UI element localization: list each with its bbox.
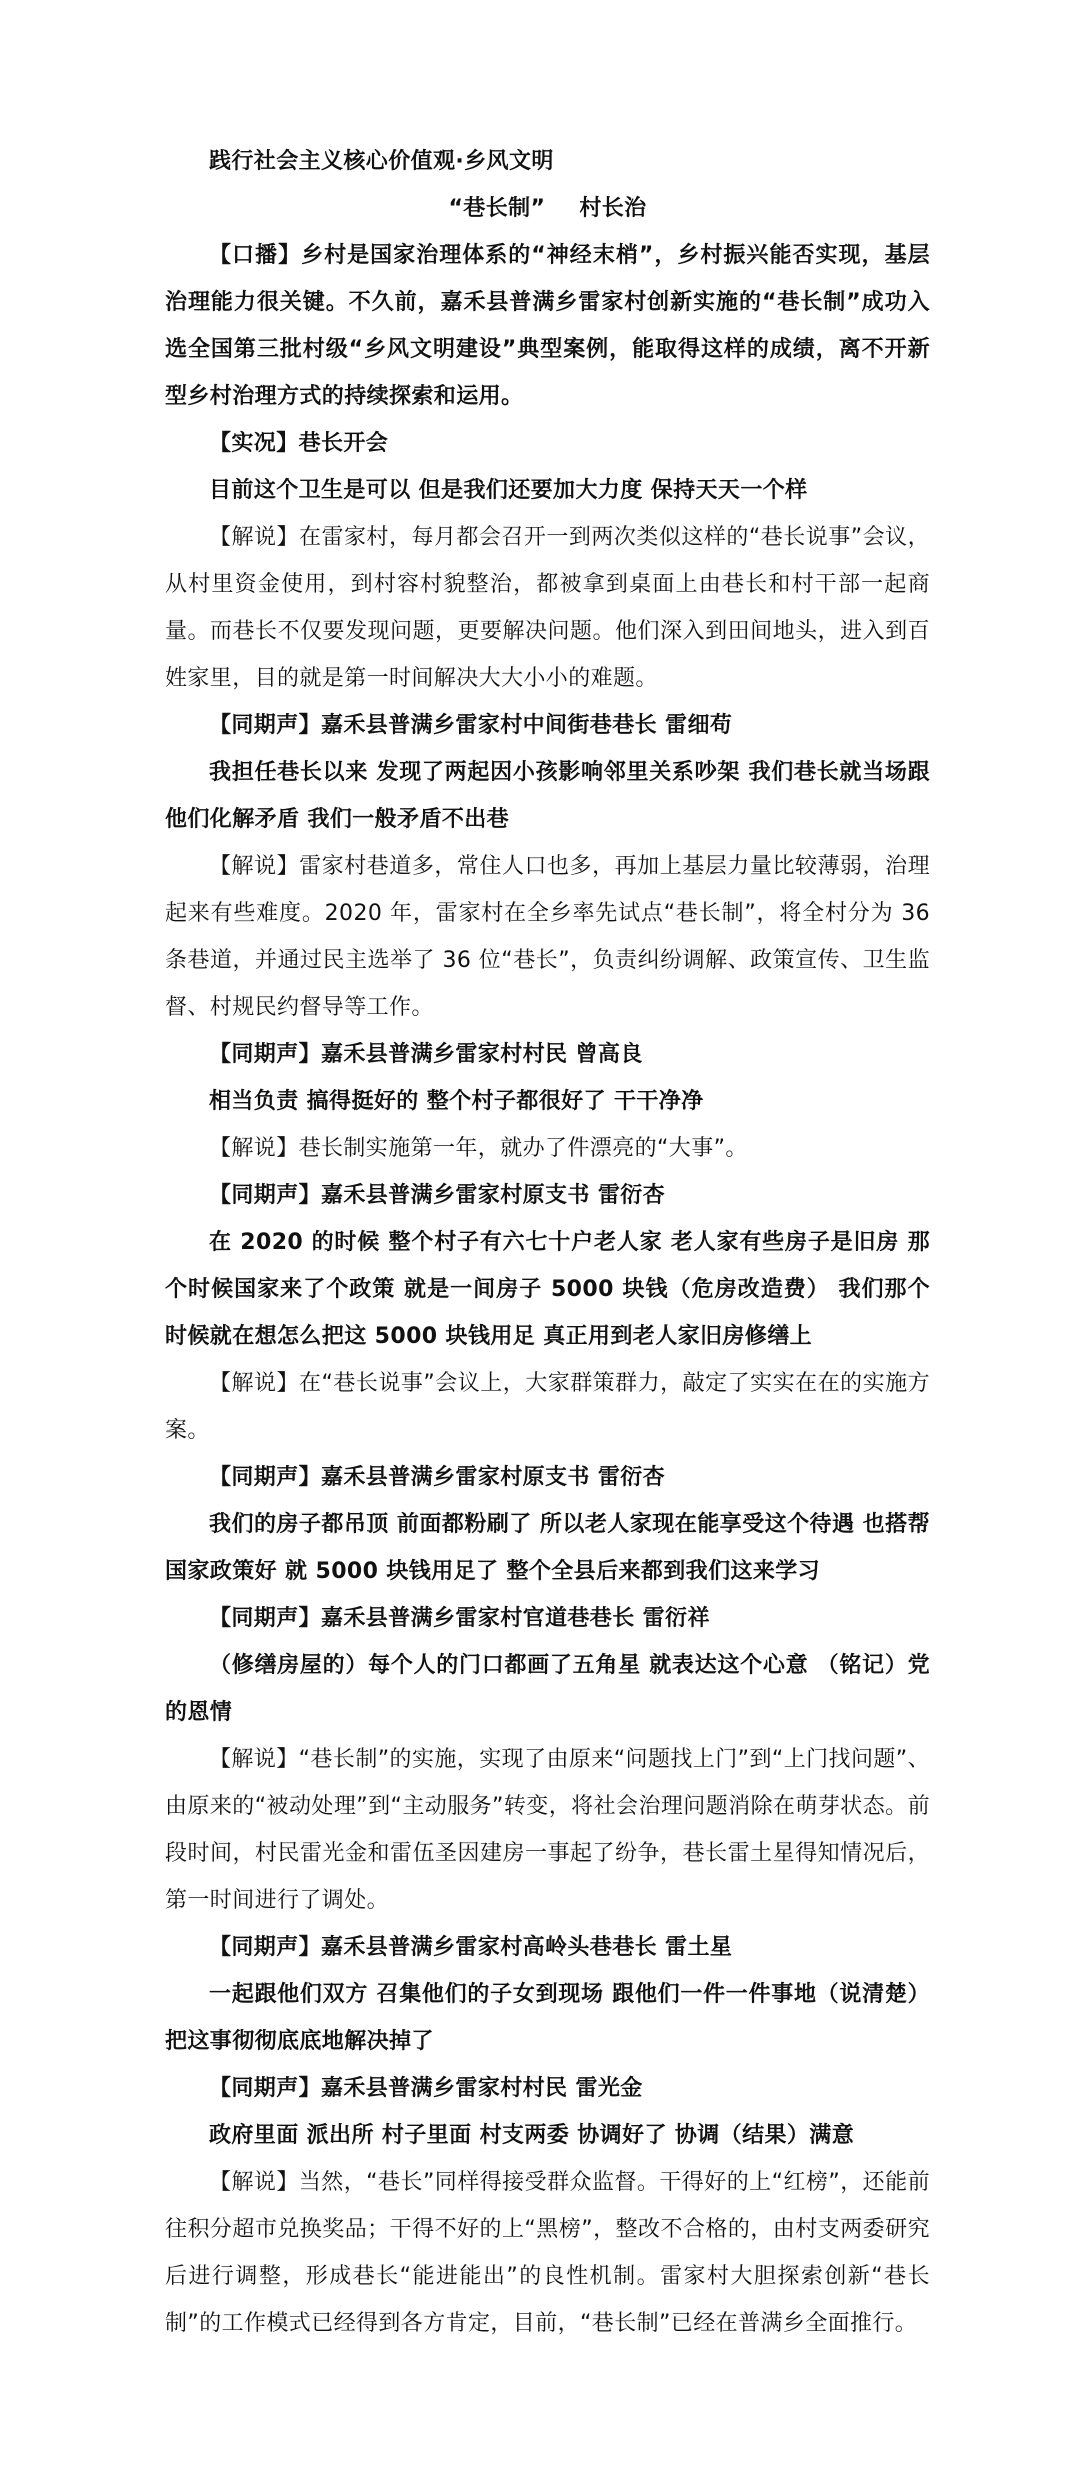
paragraph: 【同期声】嘉禾县普满乡雷家村村民 雷光金 [209, 2076, 643, 2101]
paragraph: （修缮房屋的）每个人的门口都画了五角星 就表达这个心意 （铭记）党的恩情 [165, 1653, 930, 1725]
paragraph: 在 2020 的时候 整个村子有六七十户老人家 老人家有些房子是旧房 那个时候国家来了个政策 就是一间房子 5000 块钱（危房改造费） 我们那个时候就在想怎么把这 5000 块钱用足 真正用到老人家旧房修缮上 [165, 1230, 930, 1349]
paragraph: 【解说】当然，“巷长”同样得接受群众监督。干得好的上“红榜”，还能前往积分超市兑换奖品；干得不好的上“黑榜”，整改不合格的，由村支两委研究后进行调整，形成巷长“能进能出”的良性机制。雷家村大胆探索创新“巷长制”的工作模式已经得到各方肯定，目前，“巷长制”已经在普满乡全面推行。 [165, 2170, 930, 2336]
paragraph: 【解说】“巷长制”的实施，实现了由原来“问题找上门”到“上门找问题”、由原来的“被动处理”到“主动服务”转变，将社会治理问题消除在萌芽状态。前段时间，村民雷光金和雷伍圣因建房一事起了纷争，巷长雷土星得知情况后，第一时间进行了调处。 [165, 1747, 930, 1913]
paragraph: 【同期声】嘉禾县普满乡雷家村原支书 雷衍杏 [209, 1465, 666, 1490]
paragraph: 【解说】在“巷长说事”会议上，大家群策群力，敲定了实实在在的实施方案。 [165, 1371, 930, 1443]
paragraph: 【解说】在雷家村，每月都会召开一到两次类似这样的“巷长说事”会议，从村里资金使用，到村容村貌整治，都被拿到桌面上由巷长和村干部一起商量。而巷长不仅要发现问题，更要解决问题。他们深入到田间地头，进入到百姓家里，目的就是第一时间解决大大小小的难题。 [165, 525, 930, 691]
title-part2: 村长治 [579, 196, 647, 221]
paragraph: 【同期声】嘉禾县普满乡雷家村高岭头巷巷长 雷土星 [209, 1935, 733, 1960]
paragraph: 【同期声】嘉禾县普满乡雷家村村民 曾高良 [209, 1042, 643, 1067]
paragraph: 相当负责 搞得挺好的 整个村子都很好了 干干净净 [209, 1089, 704, 1114]
paragraph: 【同期声】嘉禾县普满乡雷家村原支书 雷衍杏 [209, 1183, 666, 1208]
paragraph: 一起跟他们双方 召集他们的子女到现场 跟他们一件一件事地（说清楚）把这事彻彻底底地解决掉了 [165, 1982, 930, 2054]
paragraph: 【同期声】嘉禾县普满乡雷家村官道巷巷长 雷衍祥 [209, 1606, 710, 1631]
paragraph: 我担任巷长以来 发现了两起因小孩影响邻里关系吵架 我们巷长就当场跟他们化解矛盾 我们一般矛盾不出巷 [165, 760, 930, 832]
paragraph: 【实况】巷长开会 [209, 431, 389, 456]
paragraph-list [165, 232, 930, 2347]
paragraph: 【解说】雷家村巷道多，常住人口也多，再加上基层力量比较薄弱，治理起来有些难度。2020 年，雷家村在全乡率先试点“巷长制”，将全村分为 36 条巷道，并通过民主选举了 36 位“巷长”，负责纠纷调解、政策宣传、卫生监督、村规民约督导等工作。 [165, 854, 930, 1020]
document-title [165, 185, 930, 232]
paragraph: 我们的房子都吊顶 前面都粉刷了 所以老人家现在能享受这个待遇 也搭帮国家政策好 就 5000 块钱用足了 整个全县后来都到我们这来学习 [165, 1512, 930, 1584]
title-part1: “巷长制” [448, 196, 546, 221]
document-body [165, 138, 930, 2347]
paragraph: 【同期声】嘉禾县普满乡雷家村中间街巷巷长 雷细苟 [209, 713, 733, 738]
paragraph: 目前这个卫生是可以 但是我们还要加大力度 保持天天一个样 [209, 478, 808, 503]
paragraph: 【解说】巷长制实施第一年，就办了件漂亮的“大事”。 [209, 1136, 748, 1161]
paragraph: 【口播】乡村是国家治理体系的“神经末梢”，乡村振兴能否实现，基层治理能力很关键。不久前，嘉禾县普满乡雷家村创新实施的“巷长制”成功入选全国第三批村级“乡风文明建设”典型案例，能取得这样的成绩，离不开新型乡村治理方式的持续探索和运用。 [165, 243, 930, 409]
paragraph: 政府里面 派出所 村子里面 村支两委 协调好了 协调（结果）满意 [209, 2123, 855, 2148]
document-header: 践行社会主义核心价值观·乡风文明 [209, 149, 554, 174]
